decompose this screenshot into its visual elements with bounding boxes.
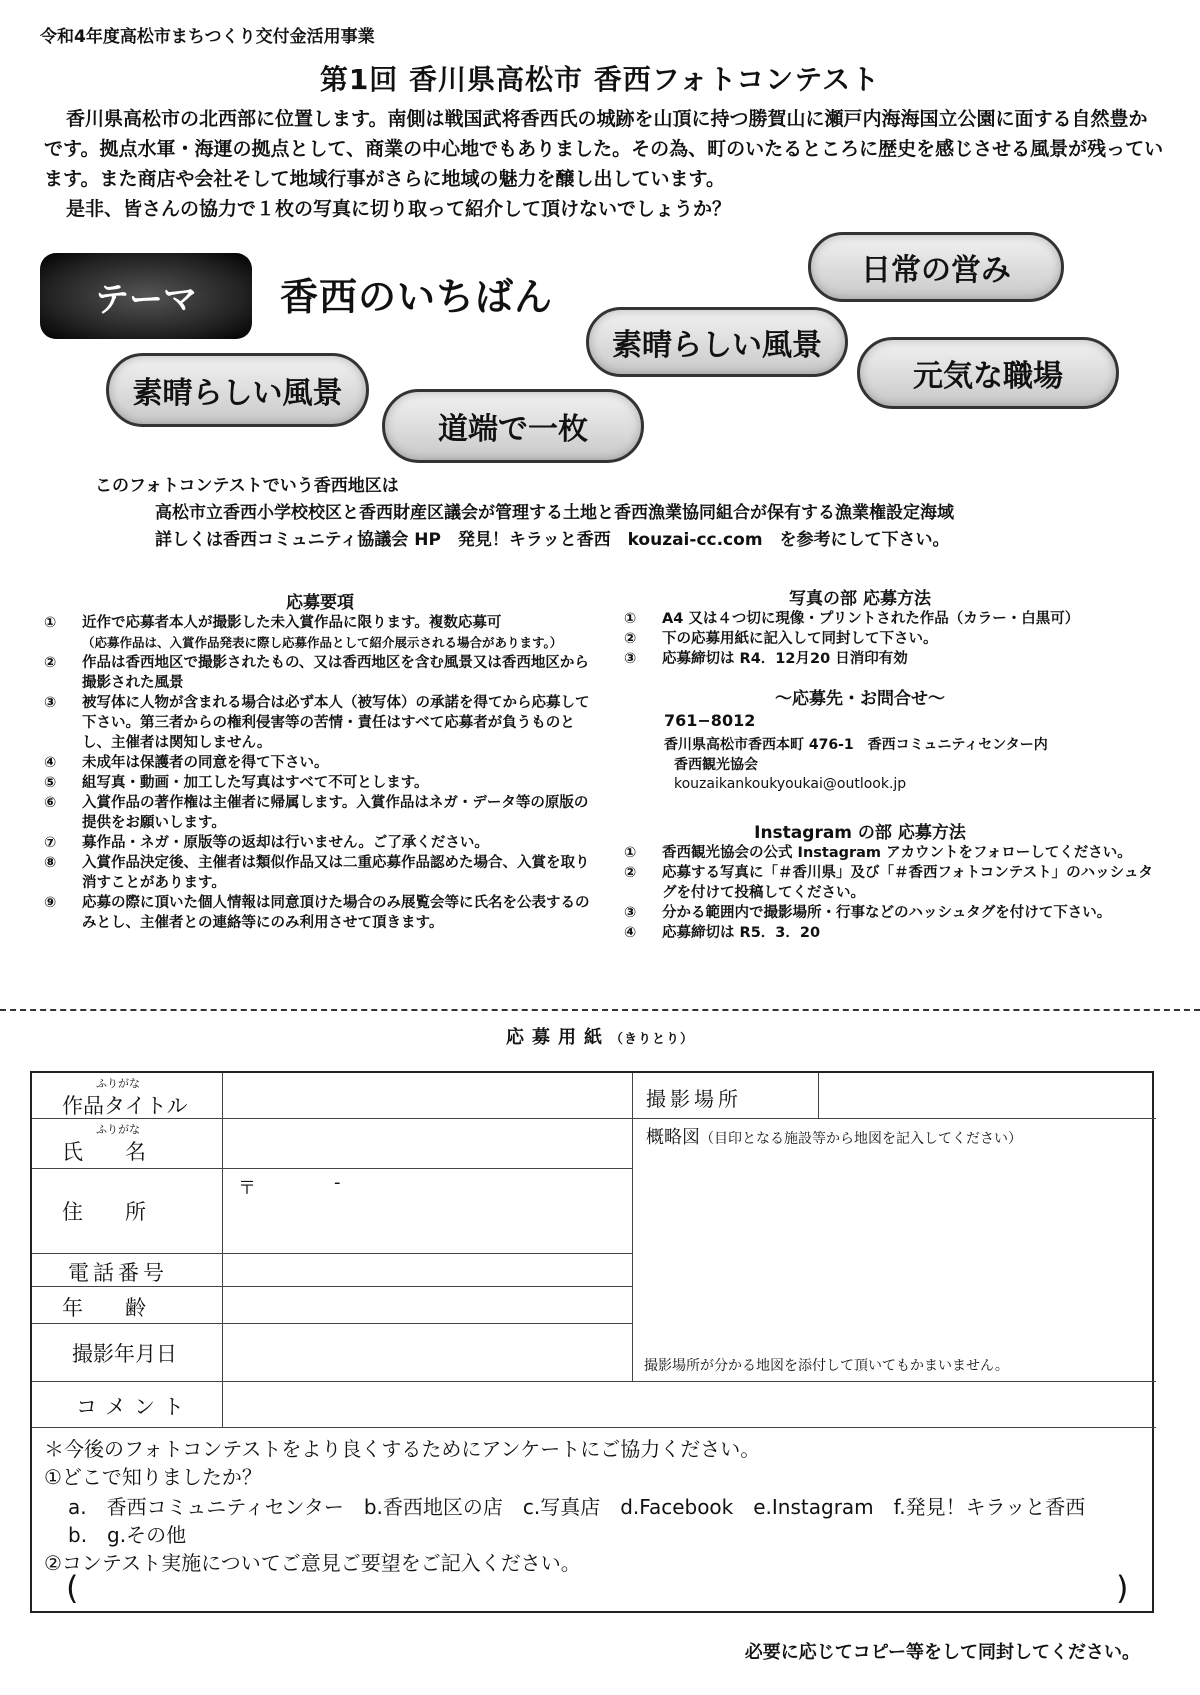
address-label: 住 所 [62,1200,146,1224]
theme-pill: 日常の営み [808,232,1064,302]
photo-method-item: ① A4 又は４つ切に現像・プリントされた作品（カラー・白黒可） [624,611,1080,627]
instagram-method-item: ③ 分かる範囲内で撮影場所・行事などのハッシュタグを付けて下さい。 [624,905,1112,921]
area-description [95,473,954,554]
rules-item: ⑧ 入賞作品決定後、主催者は類似作品又は二重応募作品認めた場合、入賞を取り消すことがあります。 [44,855,590,891]
area-line: 詳しくは香西コミュニティ協議会 HP 発見！キラッと香西 kouzai-cc.com を参考にして下さい。 [155,530,950,550]
theme-pill: 素晴らしい風景 [586,307,848,377]
rules-item: ② 作品は香西地区で撮影されたもの、又は香西地区を含む風景又は香西地区から撮影された風景 [44,655,589,691]
rules-item: ④ 未成年は保護者の同意を得て下さい。 [44,755,329,771]
rules-item: ⑥ 入賞作品の著作権は主催者に帰属します。入賞作品はネガ・データ等の原版の提供をお願いします。 [44,795,589,831]
age-field[interactable] [224,1288,630,1321]
survey-q1: ①どこで知りましたか？ [44,1465,262,1489]
name-label: 氏 名 [62,1140,146,1164]
date-label: 撮影年月日 [72,1342,177,1366]
application-form [30,1071,1154,1613]
phone-field[interactable] [224,1255,630,1284]
date-field[interactable] [224,1325,630,1379]
address-field[interactable] [224,1170,630,1251]
contact-email[interactable]: kouzaikankoukyoukai@outlook.jp [674,776,907,792]
photo-method-item: ③ 応募締切は R4．12月20 日消印有効 [624,651,908,667]
age-label: 年 齢 [62,1296,146,1320]
location-label: 撮影場所 [646,1087,742,1111]
photo-method-item: ② 下の応募用紙に記入して同封して下さい。 [624,631,938,647]
page-title: 第1回 香川県高松市 香西フォトコンテスト [319,63,881,96]
footer-note: 必要に応じてコピー等をして同封してください。 [744,1642,1140,1663]
work-title-label: 作品タイトル [62,1094,188,1118]
photo-method-heading: 写真の部 応募方法 [789,589,931,609]
postal-mark: 〒 [238,1178,256,1199]
theme-pill: 道端で一枚 [382,389,644,463]
furigana-label: ふりがな [96,1077,140,1090]
area-line: このフォトコンテストでいう香西地区は [95,476,399,496]
instagram-method-list [624,843,1156,943]
open-paren: ( [66,1569,79,1607]
theme-pill: 素晴らしい風景 [106,353,369,427]
rules-item: ⑨ 応募の際に頂いた個人情報は同意頂けた場合のみ展覧会等に氏名を公表するのみとし、主催者との連絡等にのみ利用させて頂きます。 [44,895,590,931]
contact-address: 香川県高松市香西本町 476-1 香西コミュニティセンター内 [664,737,1048,753]
intro-paragraph: 是非、皆さんの協力で１枚の写真に切り取って紹介して頂けないでしょうか？ [66,198,732,220]
theme-pill: 元気な職場 [857,337,1119,409]
rules-heading: 応募要項 [286,593,354,613]
rules-item: ⑤ 組写真・動画・加工した写真はすべて不可とします。 [44,775,429,791]
project-subtitle: 令和4年度高松市まちつくり交付金活用事業 [40,27,375,47]
theme-label: テーマ [40,253,252,339]
form-heading: 応募用紙（きりとり） [505,1027,694,1048]
survey-q1-options: a. 香西コミュニティセンター b.香西地区の店 c.写真店 d.Facebook e.Instagram f.発見！キラッと香西 [68,1495,1086,1519]
close-paren: ) [1116,1569,1129,1607]
survey-q2: ②コンテスト実施についてご意見ご要望をご記入ください。 [44,1551,581,1575]
contact-org: 香西観光協会 [674,757,758,773]
comment-label: コメント [76,1395,192,1419]
phone-label: 電話番号 [68,1261,168,1285]
intro-paragraph: 香川県高松市の北西部に位置します。南側は戦国武将香西氏の城跡を山頂に持つ勝賀山に瀬戸内海海国立公園に面する自然豊かです。拠点水軍・海運の拠点として、商業の中心地でもありました。その為、町のいたるところに歴史を感じさせる風景が残っています。また商店や会社そして地域行事がさらに地域の魅力を醸し出しています。 [44,108,1164,190]
furigana-label: ふりがな [96,1123,140,1136]
name-field[interactable] [224,1120,630,1166]
map-field[interactable] [634,1149,1154,1349]
instagram-method-item: ① 香西観光協会の公式 Instagram アカウントをフォローしてください。 [624,845,1132,861]
survey-q1-options-other: b. g.その他 [68,1523,187,1547]
opinion-field[interactable] [92,1575,1112,1609]
contact-heading: 〜応募先・お問合せ〜 [775,689,945,709]
instagram-method-item: ④ 応募締切は R5．3．20 [624,925,821,941]
theme-title: 香西のいちばん [280,275,554,319]
intro-text [44,104,1164,224]
map-label: 概略図（目印となる施設等から地図を記入してください） [646,1127,1022,1148]
photo-method-list [624,609,1164,669]
contact-postal: 761−8012 [664,711,756,730]
instagram-method-heading: Instagram の部 応募方法 [754,823,966,843]
rules-list [44,613,590,933]
survey-intro: ＊今後のフォトコンテストをより良くするためにアンケートにご協力ください。 [44,1437,761,1461]
rules-item: ③ 被写体に人物が含まれる場合は必ず本人（被写体）の承諾を得てから応募して下さい。第三者からの権利侵害等の苦情・責任はすべて応募者が負うものとし、主催者は関知しません。 [44,695,590,751]
area-line: 高松市立香西小学校校区と香西財産区議会が管理する土地と香西漁業協同組合が保有する漁業権設定海域 [155,503,954,523]
cut-line [0,1009,1200,1011]
rules-item: ⑦ 募作品・ネガ・原版等の返却は行いません。ご了承ください。 [44,835,489,851]
location-field[interactable] [820,1075,1154,1116]
instagram-method-item: ② 応募する写真に「＃香川県」及び「＃香西フォトコンテスト」のハッシュタグを付けて投稿してください。 [624,865,1153,901]
map-footer-note: 撮影場所が分かる地図を添付して頂いてもかまいません。 [644,1358,1009,1374]
comment-field[interactable] [224,1383,1154,1425]
work-title-field[interactable] [224,1075,630,1116]
rules-item: ① 近作で応募者本人が撮影した未入賞作品に限ります。複数応募可 （応募作品は、入賞作品発表に際し応募作品として紹介展示される場合があります。） [44,615,563,650]
postal-dash: - [334,1172,341,1193]
